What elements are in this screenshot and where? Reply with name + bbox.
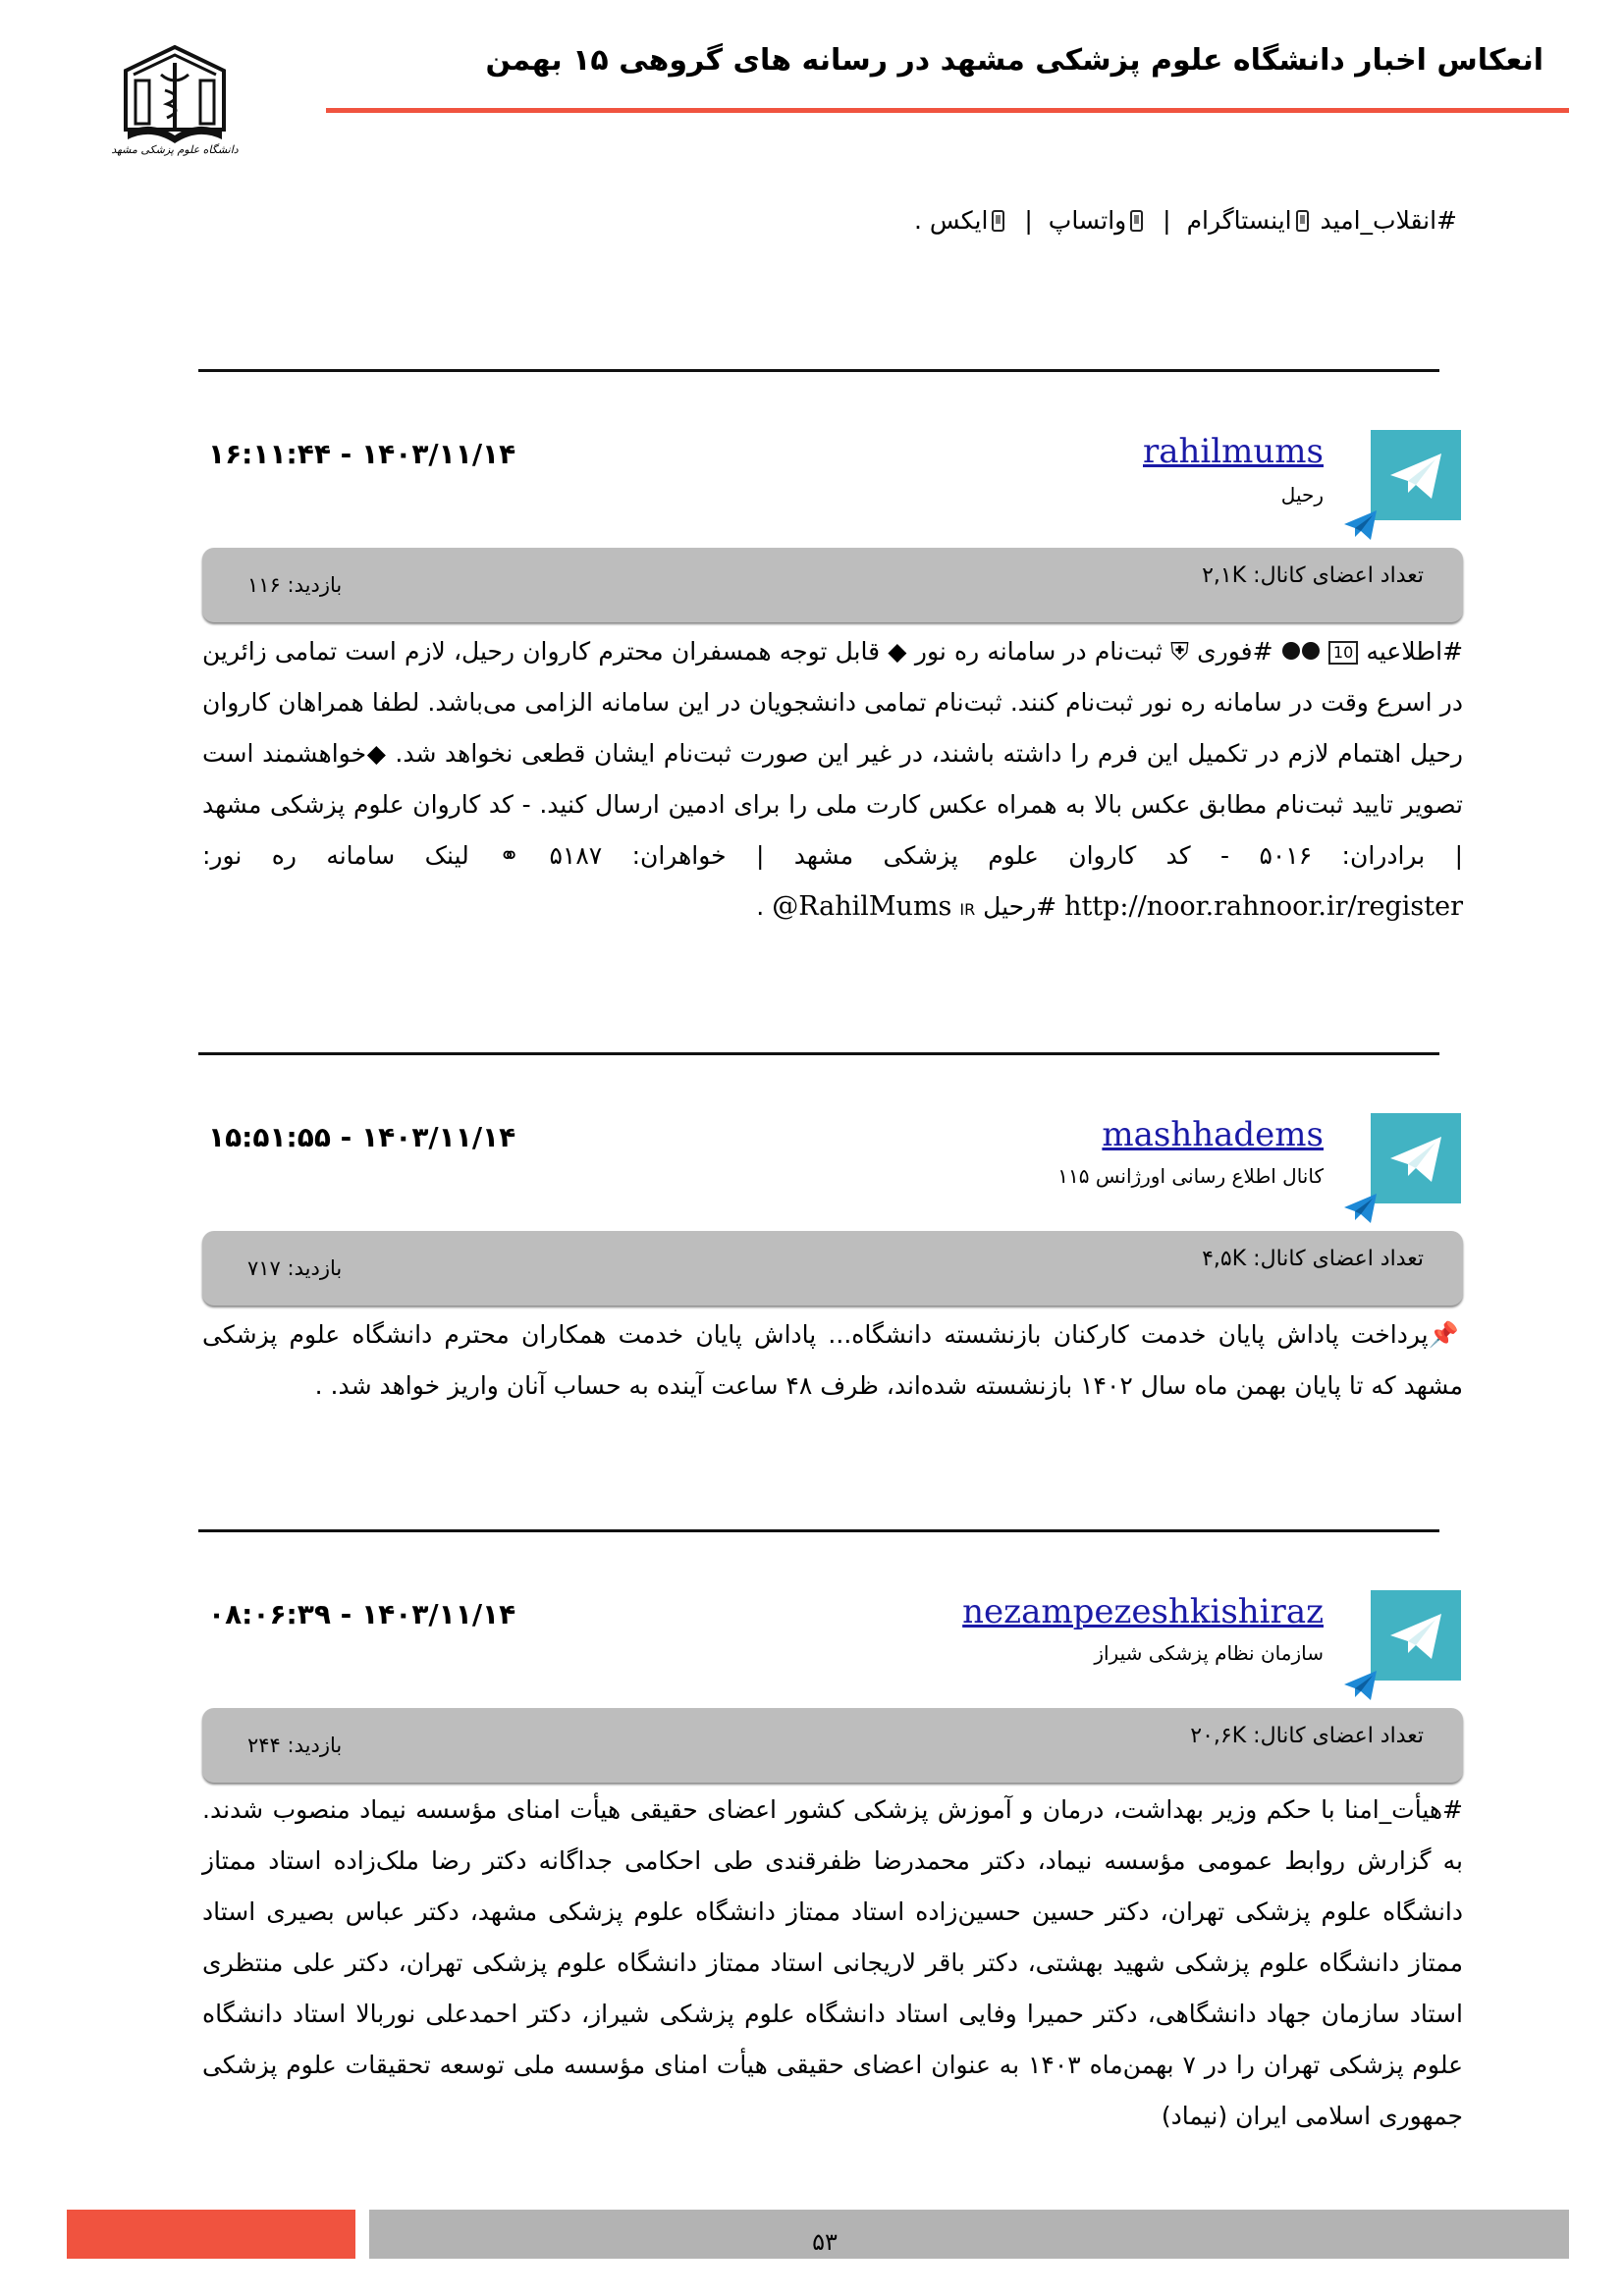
members-count: تعداد اعضای کانال: ۲۰,۶K [1190,1724,1424,1748]
post-datetime: ۱۴۰۳/۱۱/۱۴ - ۱۵:۵۱:۵۵ [208,1121,516,1153]
views-count: بازدید: ۲۴۴ [247,1734,343,1757]
separator: | [1163,206,1171,235]
mobile-phone-icon [1296,210,1309,232]
black-circle-icon [1302,642,1320,660]
social-instagram[interactable]: اینستاگرام [1186,206,1292,235]
post-divider [198,1529,1439,1532]
hashtag[interactable]: #انقلاب_امید [1320,206,1457,235]
hashtag[interactable]: #رحیل [983,892,1057,921]
stats-bar [202,1231,1463,1306]
hashtag[interactable]: #اطلاعیه [1366,637,1464,666]
logo-caption: دانشگاه علوم پزشکی مشهد [111,143,239,156]
university-logo [106,41,244,169]
post-body: #اطلاعیه 10 #فوری ⛨ ثبت‌نام در سامانه ره نور ◆ قابل توجه همسفران محترم کاروان رحیل، لازم است تمامی زائرین در اسرع وقت در سامانه ره نور ثبت‌نام کنند. ثبت‌نام تمامی دانشجویان در این سامانه الزامی می‌باشد. لطفا همراهان کاروان رحیل اهتمام لازم در تکمیل این فرم را داشته باشند، در غیر این صورت ثبت‌نام ایشان قطعی نخواهد شد. ◆خواهشمند است تصویر تایید ثبت‌نام مطابق عکس بالا به همراه عکس کارت ملی را برای ادمین ارسال کنید. - کد کاروان علوم پزشکی مشهد | برادران: ۵۰۱۶ - کد کاروان علوم پزشکی مشهد | خواهران: ۵۱۸۷ ⚭ لینک سامانه ره نور: http://noor.rahnoor.ir/register #رحیل @RahilMums IR . [202,637,1464,922]
stats-bar [202,1708,1463,1783]
number-10-icon: 10 [1328,641,1358,665]
members-count: تعداد اعضای کانال: ۲,۱K [1202,563,1424,588]
post-divider [198,369,1439,372]
post-divider [198,1052,1439,1055]
page-title: انعکاس اخبار دانشگاه علوم پزشکی مشهد در رسانه های گروهی ۱۵ بهمن [485,43,1543,78]
mobile-phone-icon [1130,210,1143,232]
telegram-small-icon [1341,1665,1380,1704]
channel-name: رحیل [1280,483,1324,507]
channel-username[interactable]: nezampezeshkishiraz [962,1592,1324,1631]
channel-username[interactable]: rahilmums [1143,432,1324,471]
views-count: بازدید: ۷۱۷ [247,1256,343,1280]
channel-name: کانال اطلاع رسانی اورژانس ۱۱۵ [1057,1164,1324,1188]
stats-bar [202,548,1463,622]
mobile-phone-icon [992,210,1004,232]
separator: | [1024,206,1033,235]
channel-name: سازمان نظام پزشکی شیراز [1094,1641,1324,1665]
telegram-icon [1371,1113,1461,1203]
social-x[interactable]: ایکس . [913,206,989,235]
telegram-small-icon [1341,1188,1380,1227]
members-count: تعداد اعضای کانال: ۴,۵K [1202,1247,1424,1271]
header-divider [326,108,1569,113]
channel-handle[interactable]: @RahilMums [772,891,952,922]
social-whatsapp[interactable]: واتساپ [1048,206,1127,235]
post-datetime: ۱۴۰۳/۱۱/۱۴ - ۱۶:۱۱:۴۴ [208,438,516,470]
telegram-icon [1371,430,1461,520]
registration-link[interactable]: http://noor.rahnoor.ir/register [1064,891,1463,922]
footer-accent-bar [67,2210,355,2259]
post-body: #هیأت_امنا با حکم وزیر بهداشت، درمان و آموزش پزشکی کشور اعضای حقیقی هیأت امنای مؤسسه نیماد منصوب شدند. به گزارش روابط عمومی مؤسسه نیماد، دکتر محمدرضا ظفرقندی طی احکامی جداگانه دکتر رضا ملک‌زاده استاد ممتاز دانشگاه علوم پزشکی تهران، دکتر حسین حسین‌زاده استاد ممتاز دانشگاه علوم پزشکی مشهد، دکتر عباس بصیری استاد ممتاز دانشگاه علوم پزشکی شهید بهشتی، دکتر باقر لاریجانی استاد ممتاز دانشگاه علوم پزشکی تهران، دکتر علی منتظری استاد سازمان جهاد دانشگاهی، دکتر حمیرا وفایی استاد دانشگاه علوم پزشکی شیراز، دکتر احمدعلی نوربالا استاد دانشگاه علوم پزشکی تهران را در ۷ بهمن‌ماه ۱۴۰۳ به عنوان اعضای حقیقی هیأت امنای مؤسسه ملی توسعه تحقیقات علوم پزشکی جمهوری اسلامی ایران (نیماد) [202,1795,1464,2130]
telegram-small-icon [1341,505,1380,544]
hashtag[interactable]: #فوری [1197,637,1273,666]
black-circle-icon [1282,642,1300,660]
page-number: ۵۳ [812,2228,838,2256]
iran-flag-icon: IR [959,900,976,919]
post-datetime: ۱۴۰۳/۱۱/۱۴ - ۰۸:۰۶:۳۹ [208,1598,516,1630]
post-body: 📌پرداخت پاداش پایان خدمت کارکنان بازنشسته دانشگاه... پاداش پایان خدمت همکاران محترم دانشگاه علوم پزشکی مشهد که تا پایان بهمن ماه سال ۱۴۰۲ بازنشسته شده‌اند، ظرف ۴۸ ساعت آینده به حساب آنان واریز خواهد شد. . [202,1320,1463,1400]
hashtags-line [279,206,1457,235]
channel-username[interactable]: mashhadems [1102,1115,1324,1154]
shield-icon: ⛨ [1170,637,1189,666]
pushpin-icon: 📌 [1428,1320,1463,1349]
footer-bar [369,2210,1569,2259]
views-count: بازدید: ۱۱۶ [247,573,343,597]
telegram-icon [1371,1590,1461,1681]
